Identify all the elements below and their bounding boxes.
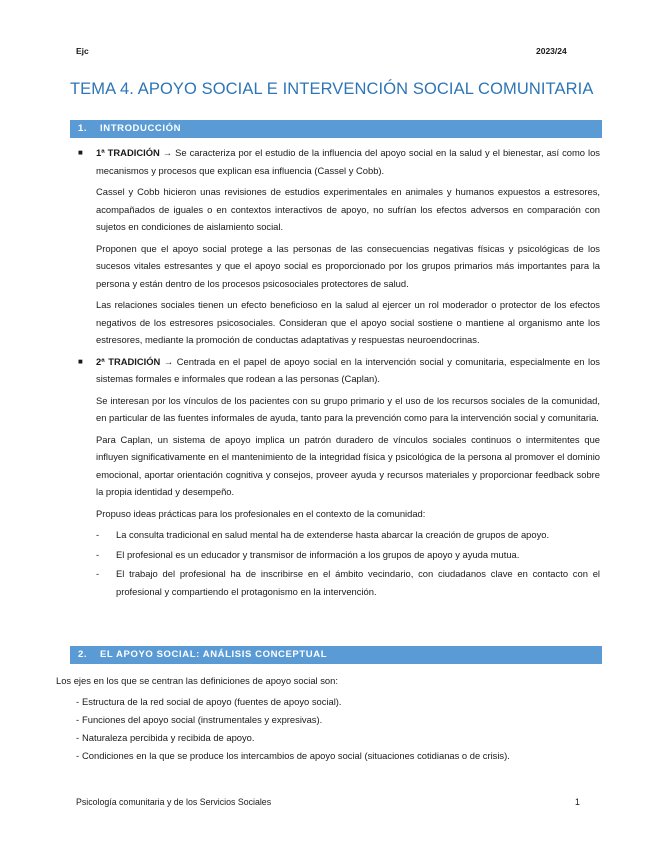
header-author: Ejc xyxy=(76,46,89,56)
dash-bullet: - xyxy=(76,696,80,707)
list-item: - Funciones del apoyo social (instrumentales y expresivas). xyxy=(56,711,602,729)
tradicion-1-label: 1ª TRADICIÓN xyxy=(96,147,160,158)
dash-bullet: - xyxy=(96,548,100,560)
section-title: EL APOYO SOCIAL: ANÁLISIS CONCEPTUAL xyxy=(100,649,328,660)
paragraph: Las relaciones sociales tienen un efecto beneficioso en la salud al ejercer un rol moderador o protector de los efectos negativos de los estresores psicosociales. Consideran que el apoyo social sostiene o mantiene al organismo ante los estresores, mediante la promoción de conductas adaptativas y respuestas neuroendocrinas. xyxy=(96,299,600,345)
section-2-body xyxy=(56,672,602,765)
dash-bullet: - xyxy=(76,732,80,743)
footer-course: Psicología comunitaria y de los Servicios Sociales xyxy=(76,797,272,807)
list-item: - El profesional es un educador y transmisor de información a los grupos de apoyo y ayuda mutua. xyxy=(70,546,600,564)
dash-bullet: - xyxy=(96,568,100,579)
list-item: - Condiciones en la que se produce los intercambios de apoyo social (situaciones cotidianas o de crisis). xyxy=(56,747,602,765)
page-title: TEMA 4. APOYO SOCIAL E INTERVENCIÓN SOCIAL COMUNITARIA xyxy=(70,80,594,98)
footer-page-number: 1 xyxy=(575,797,580,807)
paragraph: Para Caplan, un sistema de apoyo implica un patrón duradero de vínculos sociales continuos o intermitentes que influyen significativamente en el mantenimiento de la integridad física y psicológica de la persona al promover el dominio emocional, aportar orientación cognitiva y consejos, proveer ayuda y recursos materiales y proporcionar feedback sobre la propia identidad y desempeño. xyxy=(96,433,600,497)
paragraph: Propuso ideas prácticas para los profesionales en el contexto de la comunidad: xyxy=(96,507,426,519)
section-2-heading xyxy=(70,646,602,664)
dash-bullet: - xyxy=(96,529,100,540)
list-item: - La consulta tradicional en salud mental ha de extenderse hasta abarcar la creación de grupos de apoyo. xyxy=(70,526,600,544)
list-item: - El trabajo del profesional ha de inscribirse en el ámbito vecindario, con ciudadanos clave en contacto con el profesional y compartiendo el protagonismo en la intervención. xyxy=(70,565,600,600)
paragraph: Proponen que el apoyo social protege a las personas de las consecuencias negativas físicas y psicológicas de los sucesos vitales estresantes y que el apoyo social es proporcionado por los grupos primarios más importantes para la persona y están dentro de los procesos psicosociales protectores de salud. xyxy=(96,242,600,289)
section-2-intro: Los ejes en los que se centran las definiciones de apoyo social son: xyxy=(56,675,338,686)
section-1-body xyxy=(70,144,600,600)
tradicion-2-text: → Centrada en el papel de apoyo social en la intervención social y comunitaria, especialmente en los sistemas formales e informales que rodean a las personas (Caplan). xyxy=(96,355,600,384)
section-1-heading xyxy=(70,120,602,138)
tradicion-1-item xyxy=(70,144,600,179)
paragraph: Cassel y Cobb hicieron unas revisiones de estudios experimentales en animales y humanos expuestos a estresores, acompañados de iguales o en contextos interactivos de apoyo, no sufrían los efectos adversos en comparación con sujetos en condiciones de aislamiento social. xyxy=(96,186,600,232)
dash-bullet: - xyxy=(76,714,80,725)
section-number: 1. xyxy=(78,123,88,134)
list-item: - Estructura de la red social de apoyo (fuentes de apoyo social). xyxy=(56,693,602,711)
section-number: 2. xyxy=(78,649,88,660)
section-title: INTRODUCCIÓN xyxy=(100,123,182,134)
paragraph: Se interesan por los vínculos de los pacientes con su grupo primario y el uso de los recursos sociales de la comunidad, en particular de las fuentes informales de ayuda, tanto para la prevención como para la intervención social y comunitaria. xyxy=(96,394,600,423)
dash-bullet: - xyxy=(76,750,80,761)
tradicion-2-item xyxy=(70,353,600,388)
tradicion-1-text: → Se caracteriza por el estudio de la influencia del apoyo social en la salud y el bienestar, así como los mecanismos y procesos que explican esa influencia (Cassel y Cobb). xyxy=(96,147,600,176)
list-item: - Naturaleza percibida y recibida de apoyo. xyxy=(56,729,602,747)
bullet-square-icon: ■ xyxy=(78,148,83,157)
header-year: 2023/24 xyxy=(536,46,567,56)
bullet-square-icon: ■ xyxy=(78,356,83,366)
tradicion-2-label: 2ª TRADICIÓN xyxy=(96,355,161,367)
